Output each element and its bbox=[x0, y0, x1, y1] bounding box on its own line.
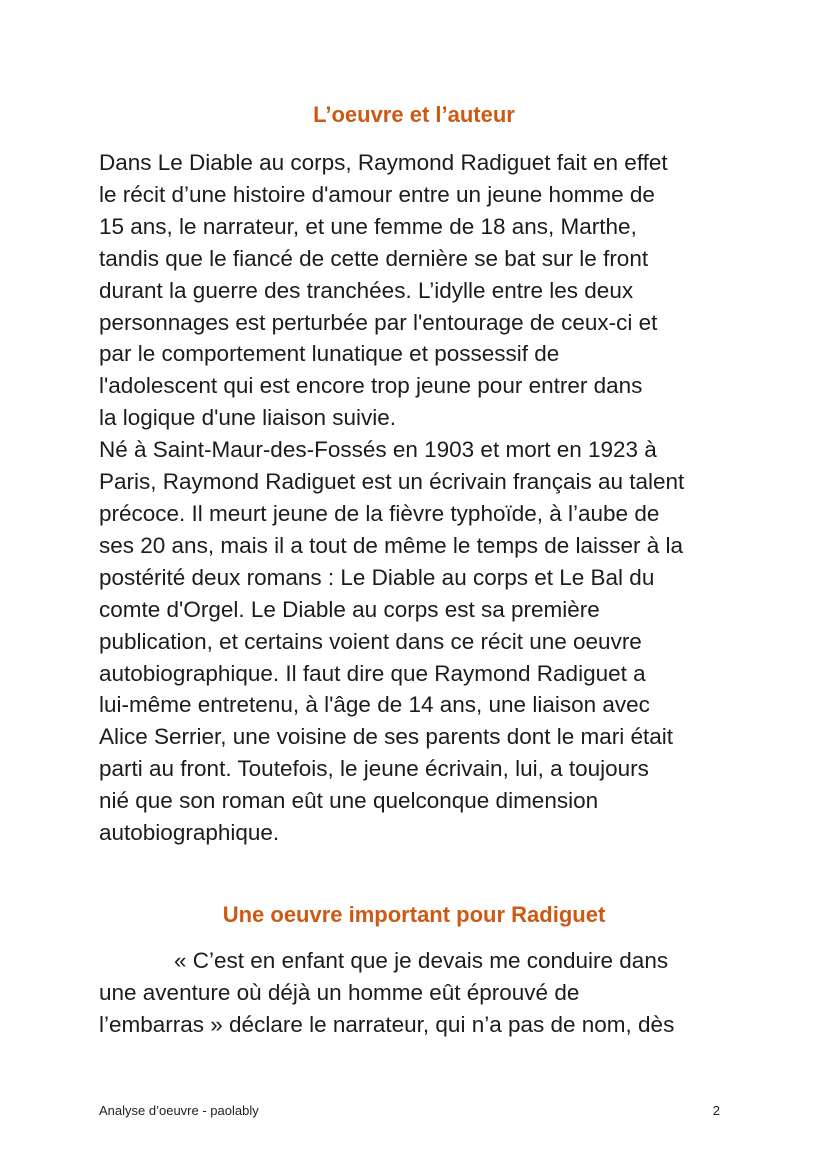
page-number: 2 bbox=[712, 1103, 720, 1118]
text-line: Dans Le Diable au corps, Raymond Radiguet fait en effet bbox=[99, 150, 668, 175]
text-line: parti au front. Toutefois, le jeune écrivain, lui, a toujours bbox=[99, 756, 649, 782]
text-line: ses 20 ans, mais il a tout de même le temps de laisser à la bbox=[99, 532, 684, 558]
footer-title: Analyse d’oeuvre - paolably bbox=[99, 1103, 259, 1118]
text-line: la logique d'une liaison suivie. bbox=[99, 405, 396, 431]
text-line: Alice Serrier, une voisine de ses parents dont le mari était bbox=[99, 724, 674, 750]
text-line: comte d'Orgel. Le Diable au corps est sa première bbox=[99, 596, 600, 622]
body-text-section-1 bbox=[99, 147, 739, 849]
text-line: 15 ans, le narrateur, et une femme de 18 ans, Marthe, bbox=[99, 213, 637, 239]
section-heading-oeuvre-important: Une oeuvre important pour Radiguet bbox=[222, 902, 606, 927]
text-line: autobiographique. bbox=[99, 820, 280, 846]
text-line: postérité deux romans : Le Diable au corps et Le Bal du bbox=[99, 564, 655, 590]
text-line: Paris, Raymond Radiguet est un écrivain français au talent bbox=[99, 469, 685, 495]
text-line: publication, et certains voient dans ce récit une oeuvre bbox=[99, 628, 642, 654]
text-line: lui-même entretenu, à l'âge de 14 ans, une liaison avec bbox=[99, 692, 650, 718]
text-line: autobiographique. Il faut dire que Raymond Radiguet a bbox=[99, 660, 646, 686]
text-line: tandis que le fiancé de cette dernière se bat sur le front bbox=[99, 245, 649, 271]
text-line: précoce. Il meurt jeune de la fièvre typhoïde, à l’aube de bbox=[99, 500, 660, 526]
text-line: le récit d’une histoire d'amour entre un jeune homme de bbox=[99, 181, 655, 207]
text-line: l’embarras » déclare le narrateur, qui n’a pas de nom, dès bbox=[99, 1011, 675, 1037]
text-line: « C’est en enfant que je devais me conduire dans bbox=[99, 948, 669, 973]
text-line: Né à Saint-Maur-des-Fossés en 1903 et mort en 1923 à bbox=[99, 437, 657, 463]
text-line: durant la guerre des tranchées. L’idylle entre les deux bbox=[99, 277, 634, 303]
text-line: par le comportement lunatique et possessif de bbox=[99, 341, 560, 367]
text-line: une aventure où déjà un homme eût éprouvé de bbox=[99, 979, 580, 1005]
text-line: l'adolescent qui est encore trop jeune pour entrer dans bbox=[99, 373, 643, 399]
text-line: nié que son roman eût une quelconque dimension bbox=[99, 788, 599, 814]
body-text-section-2 bbox=[99, 945, 739, 1041]
text-line: personnages est perturbée par l'entourage de ceux-ci et bbox=[99, 309, 658, 335]
section-heading-oeuvre-auteur: L’oeuvre et l’auteur bbox=[313, 102, 515, 127]
